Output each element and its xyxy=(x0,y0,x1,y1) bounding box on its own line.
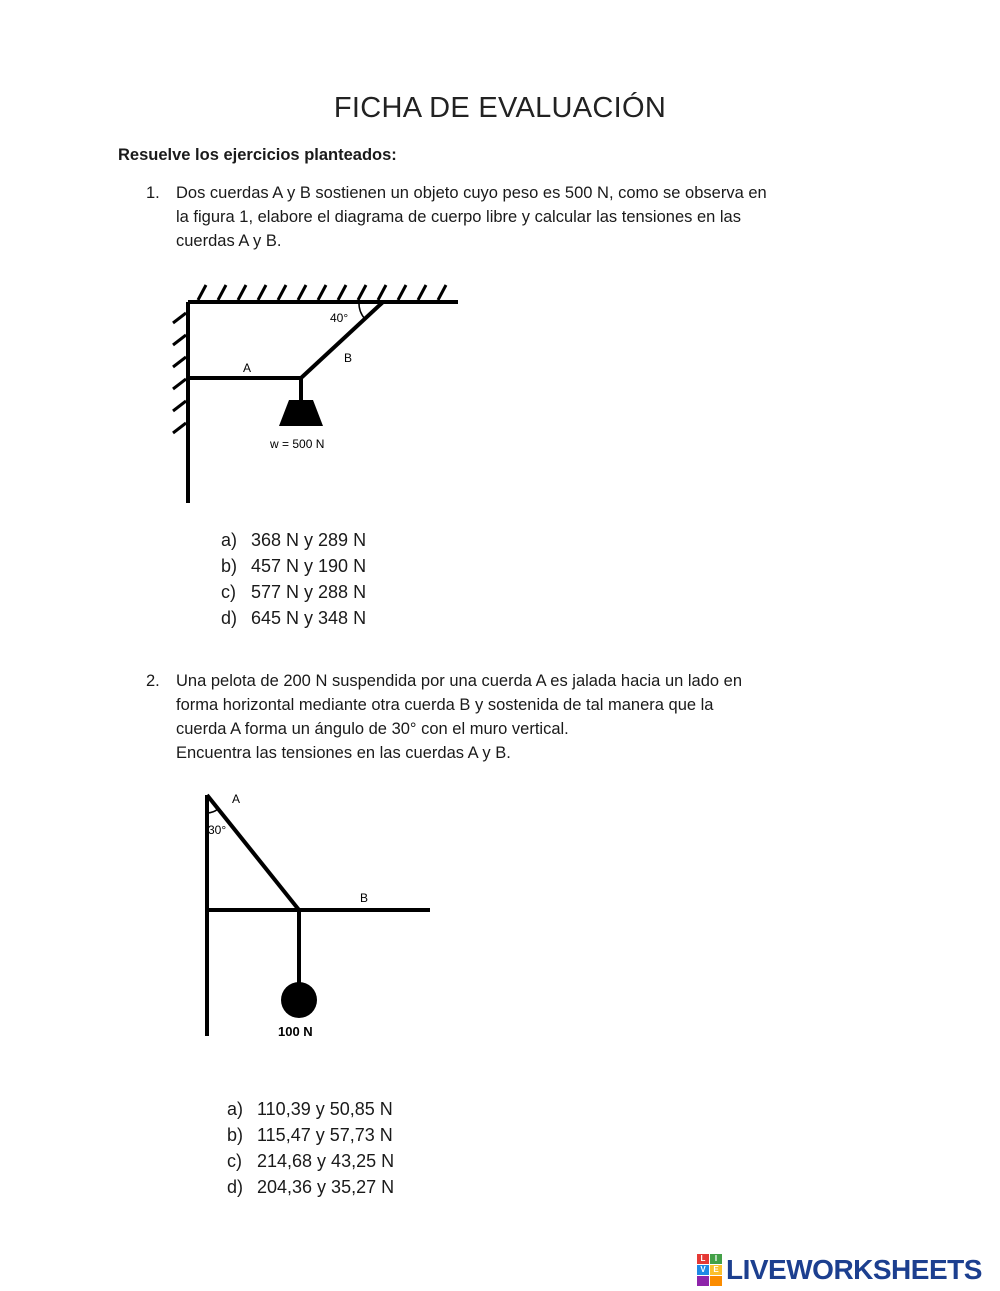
logo-text: LIVEWORKSHEETS xyxy=(726,1254,982,1285)
question-2-text xyxy=(176,669,876,765)
angle-label: 30° xyxy=(208,823,227,837)
option-d[interactable] xyxy=(221,605,366,631)
angle-arc xyxy=(359,302,365,319)
option-letter: b) xyxy=(227,1125,244,1145)
rope-a-label: A xyxy=(232,792,241,806)
weight-label: w = 500 N xyxy=(270,437,325,451)
question-1-line: la figura 1, elabore el diagrama de cuerpo libre y calcular las tensiones en las xyxy=(176,208,741,226)
question-1-options xyxy=(221,527,366,631)
question-1-line: cuerdas A y B. xyxy=(176,232,282,250)
option-text: 368 N y 289 N xyxy=(251,530,367,550)
option-letter: d) xyxy=(227,1177,244,1197)
logo-block: V xyxy=(697,1265,709,1275)
question-2-number: 2. xyxy=(146,672,160,690)
option-text: 457 N y 190 N xyxy=(251,556,367,576)
question-2-line: cuerda A forma un ángulo de 30° con el muro vertical. xyxy=(176,720,569,738)
option-letter: a) xyxy=(221,530,238,550)
option-letter: a) xyxy=(227,1099,244,1119)
question-1-text xyxy=(176,181,876,253)
option-text: 577 N y 288 N xyxy=(251,582,367,602)
rope-a-label: A xyxy=(243,361,252,375)
rope-b-label: B xyxy=(360,891,369,905)
question-2-options xyxy=(227,1096,394,1200)
option-d[interactable] xyxy=(227,1174,394,1200)
question-1-number: 1. xyxy=(146,184,160,202)
weight-block xyxy=(279,400,323,426)
logo-icon xyxy=(697,1254,722,1286)
option-text: 115,47 y 57,73 N xyxy=(257,1125,393,1145)
option-c[interactable] xyxy=(227,1148,394,1174)
logo-block xyxy=(697,1276,709,1286)
option-letter: d) xyxy=(221,608,238,628)
page-title: FICHA DE EVALUACIÓN xyxy=(333,92,667,124)
question-1-line: Dos cuerdas A y B sostienen un objeto cuyo peso es 500 N, como se observa en xyxy=(176,184,767,202)
option-c[interactable] xyxy=(221,579,366,605)
liveworksheets-logo[interactable] xyxy=(697,1253,982,1287)
option-b[interactable] xyxy=(227,1122,394,1148)
logo-block: L xyxy=(697,1254,709,1264)
option-text: 214,68 y 43,25 N xyxy=(257,1151,395,1171)
option-a[interactable] xyxy=(221,527,366,553)
figure-1-diagram xyxy=(160,275,470,510)
weight-label: 100 N xyxy=(278,1024,313,1039)
option-letter: c) xyxy=(221,582,236,602)
option-text: 110,39 y 50,85 N xyxy=(257,1099,393,1119)
figure-2-diagram xyxy=(195,785,440,1050)
ceiling-hatch xyxy=(198,285,446,300)
option-a[interactable] xyxy=(227,1096,394,1122)
option-text: 204,36 y 35,27 N xyxy=(257,1177,395,1197)
option-b[interactable] xyxy=(221,553,366,579)
logo-block: I xyxy=(710,1254,722,1264)
wall-hatch xyxy=(173,313,186,433)
angle-label: 40° xyxy=(330,311,349,325)
question-2-line: Encuentra las tensiones en las cuerdas A y B. xyxy=(176,744,511,762)
logo-block: E xyxy=(710,1265,722,1275)
ball xyxy=(281,982,317,1018)
option-letter: c) xyxy=(227,1151,242,1171)
logo-block xyxy=(710,1276,722,1286)
question-2-line: forma horizontal mediante otra cuerda B y sostenida de tal manera que la xyxy=(176,696,714,714)
option-letter: b) xyxy=(221,556,238,576)
option-text: 645 N y 348 N xyxy=(251,608,367,628)
question-2-line: Una pelota de 200 N suspendida por una cuerda A es jalada hacia un lado en xyxy=(176,672,743,690)
instructions: Resuelve los ejercicios planteados: xyxy=(118,146,397,164)
rope-b-label: B xyxy=(344,351,353,365)
rope-a xyxy=(207,795,299,910)
